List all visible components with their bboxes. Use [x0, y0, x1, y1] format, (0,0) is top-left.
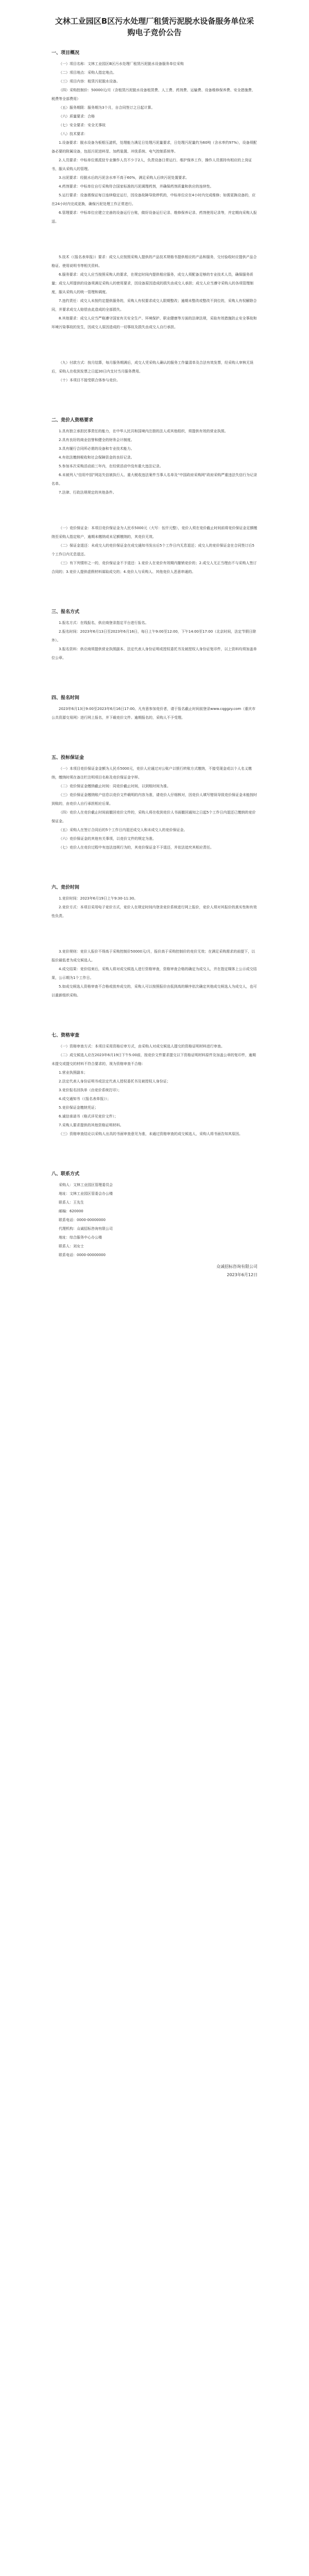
- section-paragraph: 邮编：620000: [59, 1209, 83, 1213]
- section-paragraph: 采购人：文林工业园区管理委员会: [59, 1183, 113, 1187]
- section-gap: [52, 921, 258, 947]
- signature-date: 2023年6月12日: [227, 1273, 258, 1277]
- document-section: [52, 49, 258, 226]
- section-paragraph: 6.管理要求：中标单位应建立完善的设备运行台账，做好设备运行记录、维修保养记录、药剂使用记录等，并定期向采购人报送。: [52, 211, 257, 224]
- sections-container: [52, 49, 258, 1260]
- section-heading: 五、投标保证金: [52, 755, 84, 760]
- announcement-document: [52, 15, 258, 1279]
- section-paragraph: 7.违约责任：成交人未按约定提供服务的，采购人有权要求成交人限期整改；逾期未整改或整改不到位的，采购人有权解除合同，并要求成交人赔偿由此造成的全部损失。: [52, 299, 257, 312]
- section-paragraph: 4.成交通知书（《报名表单报》）；: [59, 1097, 111, 1101]
- section-paragraph: （十）本项目不接受联合体参与竞价。: [59, 378, 120, 382]
- section-paragraph: 6.诚信承诺书（格式详见竞价文件）；: [59, 1114, 118, 1118]
- section-paragraph: 8.其他要求：成交人应当严格遵守国家有关安全生产、环境保护、职业健康等方面的法律法规，采取有效措施防止安全事故和环境污染事故的发生，因成交人原因造成的一切事故及损失由成交人自行承担。: [52, 316, 257, 329]
- section-paragraph: （一）资格审查方式：本项目采用资格后审方式，由采购人对成交候选人提交的资格证明材料进行审查。: [59, 1044, 225, 1048]
- section-paragraph: 5.竞价保证金缴纳凭证；: [59, 1106, 98, 1110]
- section-gap: [52, 663, 258, 689]
- section-paragraph: 3.出泥要求：经脱水后的污泥含水率不高于60%，满足采购人后续污泥处置要求。: [59, 176, 190, 180]
- signature-org: 众诚招标咨询有限公司: [216, 1264, 258, 1269]
- section-gap: [52, 722, 258, 749]
- section-paragraph: 5.如成交候选人资格审查不合格或放弃成交的，采购人可以按照报价由低到高的顺序依次确定其他成交候选人为成交人，也可以重新组织采购。: [52, 985, 257, 997]
- section-gap: [52, 852, 258, 879]
- section-gap: [52, 332, 258, 359]
- document-section: [52, 253, 258, 332]
- section-paragraph: （七）安全要求：安全无事故: [59, 123, 106, 127]
- document-section: [52, 694, 258, 722]
- section-paragraph: 3.竞价报名回执单（由竞价系统打印）；: [59, 1088, 122, 1092]
- section-paragraph: 1.营业执照副本；: [59, 1071, 88, 1075]
- document-section: [52, 417, 258, 497]
- signature-block: [52, 1263, 258, 1279]
- document-section: [52, 947, 258, 1000]
- section-paragraph: （九）付款方式：按月结算，每月服务期满后，成交人凭采购人确认的服务工作量清单及合法有效发票，经采购人审核无误后，采购人在收到发票之日起30日内支付当月服务费用。: [52, 361, 253, 374]
- section-paragraph: 1.报名方式：在线报名，供应商登录指定平台进行报名。: [59, 621, 149, 625]
- section-paragraph: （三）项目内容：租赁污泥脱水设备。: [59, 79, 120, 83]
- section-paragraph: 地址：文林工业园区管委会办公楼: [59, 1192, 113, 1196]
- section-paragraph: （六）质量要求：合格: [59, 114, 95, 118]
- section-paragraph: 7.法律、行政法规规定的其他条件。: [59, 490, 116, 495]
- section-paragraph: 4.有依法缴纳税收和社会保障资金的良好记录。: [59, 455, 134, 460]
- section-paragraph: 地址：综合服务中心办公楼: [59, 1235, 102, 1240]
- section-paragraph: （六）竞价保证金的其他有关事项，以竞价文件的规定为准。: [59, 837, 156, 841]
- section-heading: 三、报名方式: [52, 609, 80, 615]
- section-paragraph: 4.成交结果：竞价结束后，采购人将对成交候选人进行资格审查，资格审查合格的确定为成交人，并在指定媒体上公示成交结果，公示期为1个工作日。: [52, 967, 257, 980]
- section-paragraph: 2.法定代表人身份证明书或法定代表人授权委托书及被授权人身份证；: [59, 1079, 170, 1083]
- document-section: [52, 884, 258, 921]
- section-paragraph: 2.人员要求：中标单位需派驻专业操作人员不少于2人，负责设备日常运行、维护保养工作，操作人员需持有相应的上岗证书，服从采购人的管理。: [52, 158, 252, 171]
- section-paragraph: 2.竞价方式：本项目采用电子竞价方式，竞价人在规定时间内登录竞价系统进行网上报价，竞价人须对其报价的真实性和有效性负责。: [52, 905, 257, 918]
- section-paragraph: （一）竞价保证金：本项目竞价保证金为人民币5000元（大写：伍仟元整），竞价人须在竞价截止时间前将竞价保证金足额缴纳至采购人指定账户，逾期未缴纳或未足额缴纳的，其竞价无效。: [52, 526, 258, 539]
- section-paragraph: （二）竞价保证金缴纳截止时间：同竞价截止时间，以到账时间为准。: [59, 784, 170, 788]
- section-paragraph: 2023年6月13日9:00至2023年6月16日17:00。凡有意参加竞价者，请于报名截止时间前登录www.cqggzy.com（重庆市公共资源交易网）进行网上报名，并下载竞价文件。逾期报名的，采购人不予受理。: [52, 707, 256, 720]
- section-gap: [52, 577, 258, 603]
- section-paragraph: 1.竞价时间：2023年6月19日上午9:30-11:30。: [59, 896, 138, 901]
- document-section: [52, 608, 258, 663]
- section-heading: 二、竞价人资格要求: [52, 418, 94, 423]
- section-paragraph: （四）竞价人在竞价截止时间前撤回竞价文件的，采购人将在收到竞价人书面撤回通知之日起5个工作日内退还已缴纳的竞价保证金。: [52, 810, 256, 823]
- document-section: [52, 1171, 258, 1260]
- section-paragraph: （三）资格审查结论以采购人出具的书面审查意见为准，未通过资格审查的成交候选人，采购人将书面告知其原因。: [59, 1132, 243, 1136]
- section-paragraph: 2.具有良好的商业信誉和健全的财务会计制度。: [59, 438, 134, 442]
- section-heading: 八、联系方式: [52, 1172, 80, 1177]
- section-heading: 七、资格审查: [52, 1033, 80, 1038]
- section-gap: [52, 385, 258, 412]
- document-section: [52, 754, 258, 852]
- section-heading: 六、竞价时间: [52, 885, 80, 890]
- section-paragraph: （八）技术要求：: [59, 132, 88, 136]
- section-paragraph: 3.报名资料：供应商须提供营业执照副本、法定代表人身份证明或授权委托书及被授权人身份证复印件，以上资料均须加盖单位公章。: [52, 647, 257, 660]
- section-paragraph: （四）采购控制价：50000元/月（含租赁污泥脱水设备租赁费、人工费、药剂费、运输费、设备维修保养费、安全措施费、税费等全部费用）: [52, 88, 255, 101]
- section-gap: [52, 1000, 258, 1027]
- section-paragraph: 1.设备要求：脱水设备为板框压滤机，处理能力满足日处理污泥量要求，日处理污泥量约为60吨（含水率约97%），设备须配备必要的附属设备，包括污泥进料泵、加药装置、冲洗系统、电气控制系统等。: [52, 141, 257, 154]
- page-title: 文林工业园区B区污水处理厂租赁污泥脱水设备服务单位采购电子竞价公告: [55, 16, 254, 37]
- section-paragraph: 2.报名时间：2023年6月13日至2023年6月16日，每日上午9:00至12:00，下午14:00至17:00（北京时间，法定节假日除外）。: [52, 630, 256, 642]
- section-paragraph: （三）有下列情形之一的，竞价保证金不予退还：1.竞价人在竞价有效期内撤销竞价的；2.成交人无正当理由不与采购人签订合同的；3.竞价人提供虚假材料谋取成交的；4.竞价人与采购人、其他竞价人恶意串通的。: [52, 561, 257, 574]
- section-heading: 一、项目概况: [52, 50, 80, 56]
- section-paragraph: 7.采购人要求提供的其他资格证明材料。: [59, 1123, 124, 1127]
- section-paragraph: 4.药剂要求：中标单位自行采购符合国家标准的污泥调理药剂，并确保药剂质量和供应的连续性。: [59, 184, 214, 189]
- section-paragraph: （五）采购人在签订合同后的5个工作日内退还成交人和未成交人的竞价保证金。: [59, 828, 187, 832]
- section-gap: [52, 1139, 258, 1165]
- section-paragraph: 联系人：刘女士: [59, 1244, 84, 1248]
- section-paragraph: （三）竞价保证金缴纳账户信息以竞价文件载明的内容为准，请竞价人仔细核对，因竞价人填写错误导致竞价保证金未能按时到账的，由竞价人自行承担相应后果。: [52, 793, 257, 806]
- section-paragraph: （五）服务期限：服务期为3个月，自合同签订之日起计算。: [59, 106, 155, 110]
- section-paragraph: （七）竞价人在竞价过程中有违法违规行为的，其竞价保证金不予退还，并依法追究其相应责任。: [59, 845, 214, 850]
- section-paragraph: （二）保证金退还：未成交人的竞价保证金在成交通知书发出后5个工作日内无息退还；成交人的竞价保证金在合同签订后5个工作日内无息退还。: [52, 544, 254, 556]
- section-gap: [52, 226, 258, 253]
- document-section: [52, 524, 258, 577]
- section-paragraph: （一）项目名称：文林工业园区B区污水处理厂租赁污泥脱水设备服务单位采购: [59, 62, 184, 66]
- section-paragraph: （一）本项目竞价保证金金额为人民币5000元，竞价人应通过对公账户以银行转账方式缴纳，不接受现金或以个人名义缴纳，缴纳时须在备注栏注明项目名称及竞价保证金字样。: [52, 767, 252, 779]
- section-paragraph: （二）项目地点：采购人指定地点。: [59, 71, 116, 75]
- section-paragraph: 5.参加本次采购活动前三年内，在经营活动中没有重大违法记录。: [59, 464, 163, 468]
- section-paragraph: 1.具有独立承担民事责任的能力，在中华人民共和国境内注册的法人或其他组织，须提供有效的营业执照。: [59, 429, 228, 433]
- section-paragraph: 6.未被列入“信用中国”网站失信被执行人、重大税收违法案件当事人名单及“中国政府采购网”政府采购严重违法失信行为记录名单。: [52, 473, 258, 486]
- section-paragraph: 3.竞价规则：竞价人报价不得高于采购控制价50000元/月，报价高于采购控制价的竞价无效；在满足采购需求的前提下，以报价最低者为成交候选人。: [52, 950, 255, 962]
- document-section: [52, 1032, 258, 1139]
- section-heading: 四、报名时间: [52, 696, 80, 701]
- section-gap: [52, 497, 258, 524]
- section-paragraph: 5.运行要求：设备需保证每日连续稳定运行，因设备故障导致停机的，中标单位应在4小时内完成维修；如需更换设备的，应在24小时内完成更换，确保污泥处理工作正常进行。: [52, 193, 256, 206]
- section-paragraph: 6.服务要求：成交人应当按照采购人的要求，在规定时间内提供相应服务，成交人须配备足够的专业技术人员，确保服务质量；成交人所提供的设备须满足采购人的使用要求，因设备原因造成的损失由成交人承担；成交人应当遵守采购人的各项管理制度，服从采购人的统一管理和调度。: [52, 273, 253, 294]
- section-paragraph: 联系电话：0000-00000000: [59, 1218, 106, 1222]
- section-paragraph: 代理机构：众诚招标咨询有限公司: [59, 1227, 113, 1231]
- section-paragraph: 3.具有履行合同所必需的设备和专业技术能力。: [59, 447, 134, 451]
- document-section: [52, 359, 258, 385]
- section-paragraph: 联系电话：0000-00000000: [59, 1253, 106, 1257]
- section-paragraph: 5.技术（《报名表单报》）要求：成交人应按照采购人提供的产品技术规格书提供相应的产品和服务，交付验收时应提供产品合格证、使用说明书等相关资料。: [52, 255, 257, 268]
- section-paragraph: 联系人：王先生: [59, 1200, 84, 1205]
- section-paragraph: （二）成交候选人应在2023年6月19日下午5:00前，按竞价文件要求提交以下资格证明材料原件及加盖公章的复印件，逾期未提交或提交的材料不符合要求的，视为资格审查不合格：: [52, 1053, 256, 1066]
